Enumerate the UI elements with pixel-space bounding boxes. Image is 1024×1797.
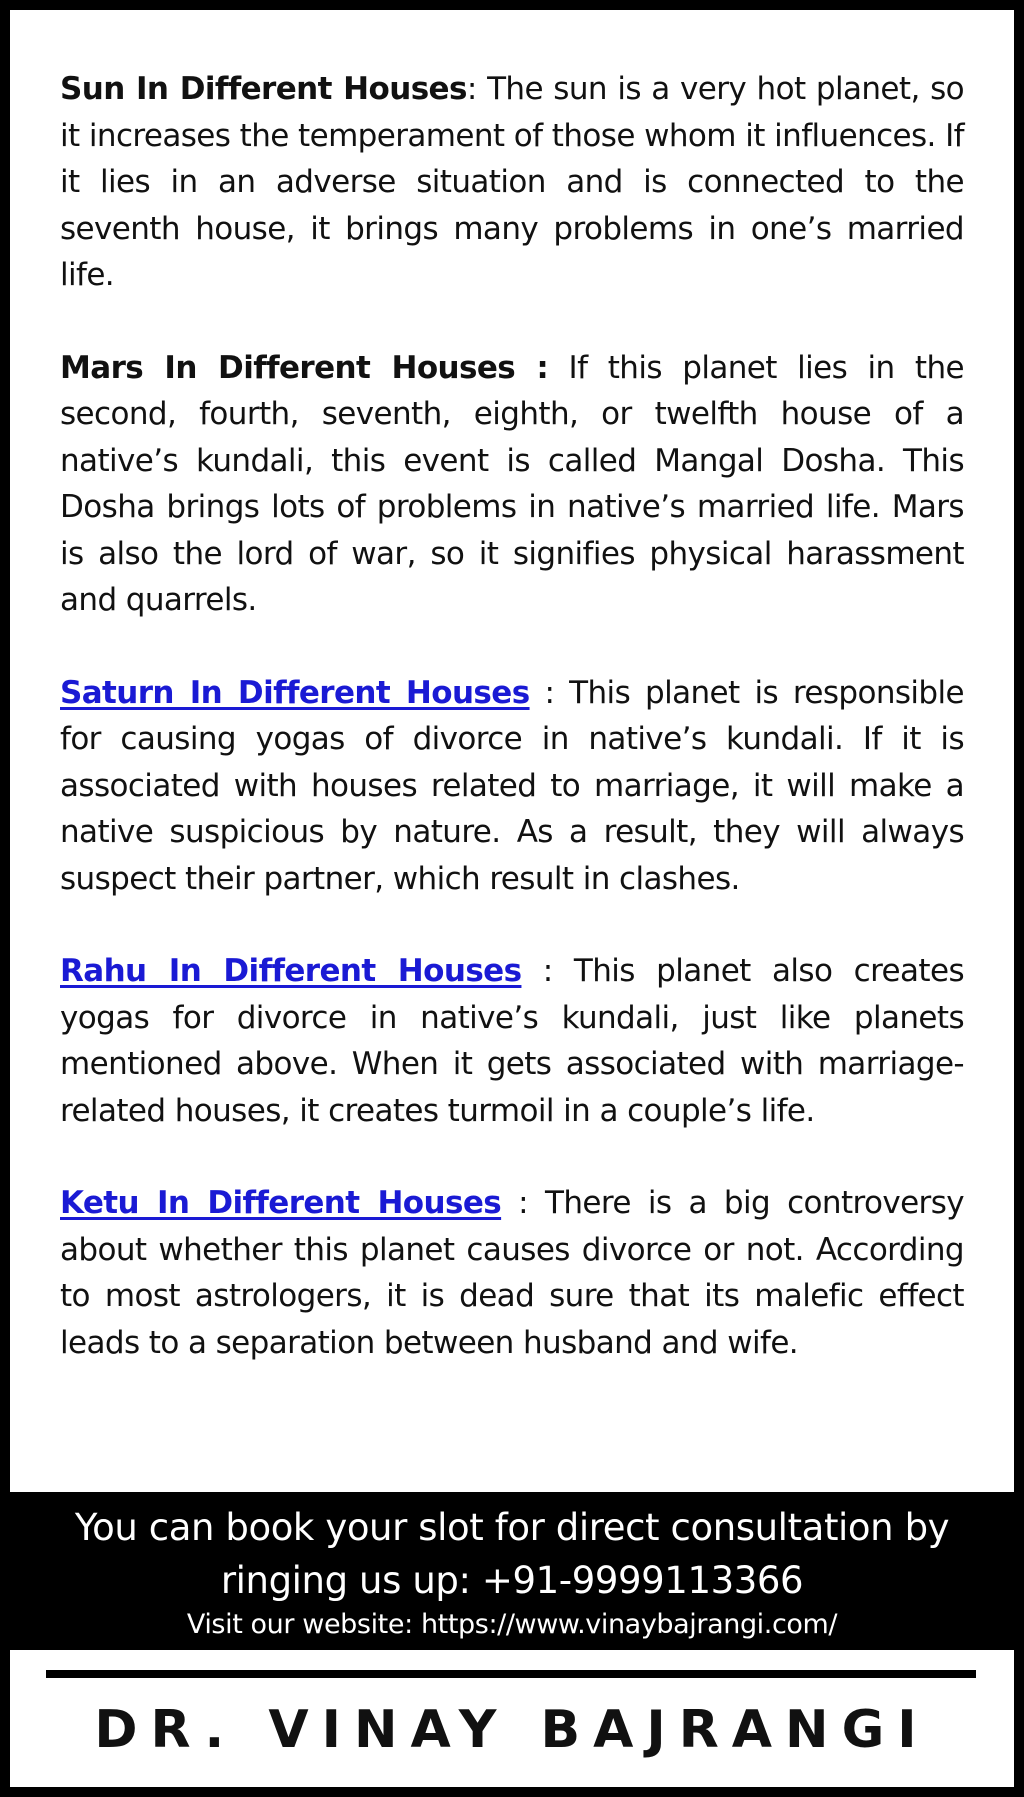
section-ketu: [60, 1180, 964, 1366]
section-separator: [548, 350, 568, 386]
section-body: There is a big controversy about whether this planet causes divorce or not. According to most astrologers, it is dead sure that its malefic effect leads to a separation between husband and wife.: [60, 1185, 964, 1361]
consultation-line-1: You can book your slot for direct consultation by: [74, 1506, 950, 1549]
consultation-text: [0, 1501, 1024, 1607]
content-panel: [10, 10, 1014, 1492]
section-heading: Sun In Different Houses: [60, 71, 467, 107]
consultation-line-2: ringing us up: +91-9999113366: [220, 1559, 804, 1602]
section-separator: :: [501, 1185, 546, 1221]
section-saturn: [60, 670, 964, 903]
section-separator: :: [466, 71, 488, 107]
website-text: Visit our website: https://www.vinaybajrangi.com/: [186, 1609, 838, 1640]
consultation-banner: [0, 1492, 1024, 1650]
section-heading-link[interactable]: Rahu In Different Houses: [60, 953, 522, 989]
section-mars: [60, 345, 964, 624]
section-sun: [60, 66, 964, 299]
section-heading-link[interactable]: Ketu In Different Houses: [60, 1185, 502, 1221]
footer-divider: [46, 1670, 976, 1678]
sections-list: [60, 66, 964, 1412]
section-rahu: [60, 948, 964, 1134]
section-separator: :: [521, 953, 574, 989]
section-separator: :: [529, 674, 570, 711]
section-heading: Mars In Different Houses :: [60, 349, 549, 386]
section-body: If this planet lies in the second, fourth, seventh, eighth, or twelfth house of a native’s kundali, this event is called Mangal Dosha. This Dosha brings lots of problems in native’s married life. Mars is also the lord of war, so it signifies physical harassment and quarrels.: [60, 349, 964, 618]
footer: [10, 1650, 1014, 1787]
section-body: The sun is a very hot planet, so it increases the temperament of those whom it influences. If it lies in an adverse situation and is connected to the seventh house, it brings many problems in one’s married life.: [60, 71, 964, 293]
section-heading-link[interactable]: Saturn In Different Houses: [60, 674, 530, 711]
section-body: This planet is responsible for causing yogas of divorce in native’s kundali. If it is associated with houses related to marriage, it will make a native suspicious by nature. As a result, they will always suspect their partner, which result in clashes.: [60, 674, 964, 897]
brand-name: DR. VINAY BAJRANGI: [94, 1700, 930, 1760]
section-body: This planet also creates yogas for divorce in native’s kundali, just like planets mentioned above. When it gets associated with marriage-related houses, it creates turmoil in a couple’s life.: [60, 953, 964, 1129]
